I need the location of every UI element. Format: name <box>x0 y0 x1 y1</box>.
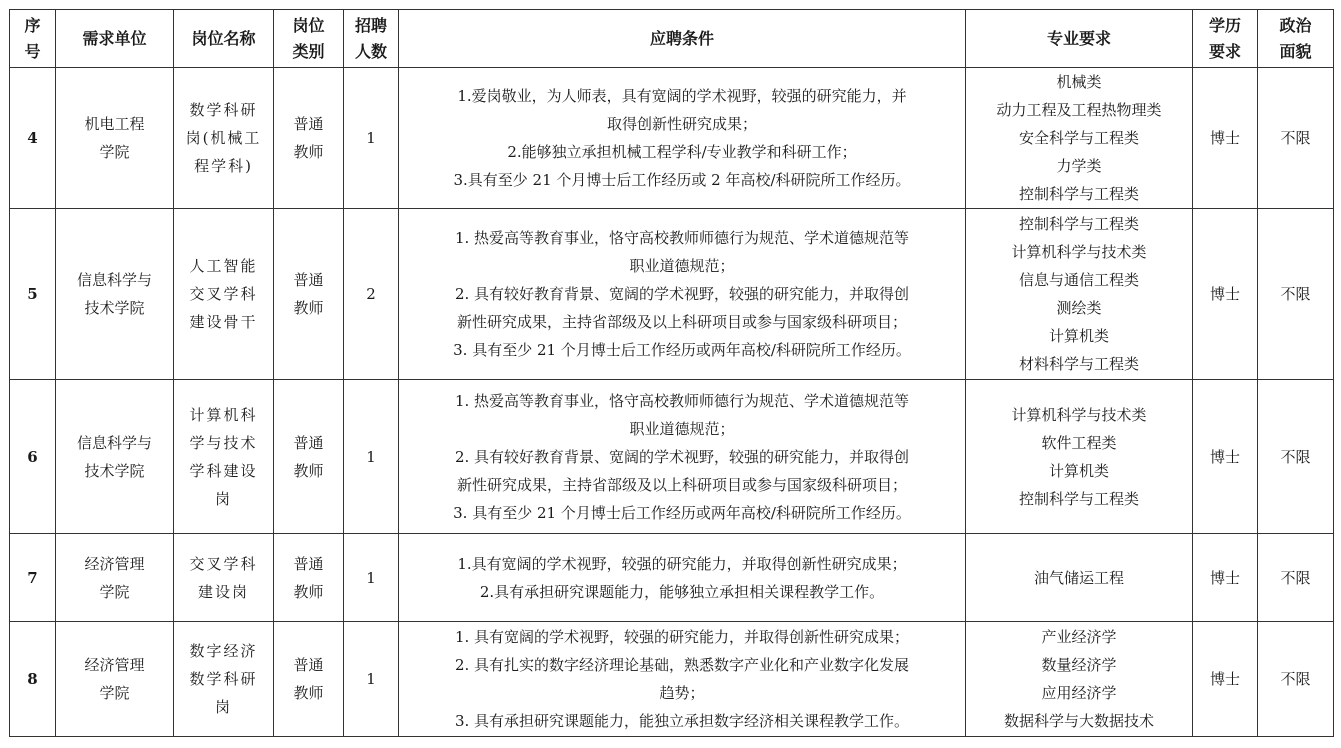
cell-seq: 5 <box>10 209 56 380</box>
position-line: 人工智能 <box>189 257 258 275</box>
major-line: 计算机类 <box>1048 461 1109 480</box>
cell-unit <box>56 209 174 380</box>
cell-count: 1 <box>344 68 399 209</box>
category-line: 普通 <box>293 433 324 452</box>
unit-line: 经济管理 <box>84 656 145 674</box>
recruitment-table <box>9 9 1334 737</box>
cell-major <box>966 68 1193 209</box>
condition-line: 1.爱岗敬业，为人师表，具有宽阔的学术视野，较强的研究能力，并 <box>457 87 907 105</box>
condition-line: 新性研究成果，主持省部级及以上科研项目或参与国家级科研项目； <box>456 313 907 331</box>
cell-unit <box>56 68 174 209</box>
unit-line: 技术学院 <box>84 299 145 317</box>
cell-conditions <box>399 534 966 622</box>
major-line: 材料科学与工程类 <box>1018 355 1139 373</box>
cell-category <box>274 622 344 737</box>
header-count: 招聘 人数 <box>344 10 399 68</box>
position-line: 数学科研 <box>189 670 258 688</box>
major-line: 力学类 <box>1056 157 1102 175</box>
position-line: 交叉学科 <box>189 285 258 303</box>
position-line: 计算机科 <box>189 405 258 424</box>
position-line: 岗 <box>214 698 232 716</box>
cell-count: 1 <box>344 380 399 534</box>
position-line: 交叉学科 <box>189 554 258 573</box>
condition-line: 2. 具有较好教育背景、宽阔的学术视野，较强的研究能力，并取得创 <box>454 285 910 303</box>
header-position: 岗位名称 <box>174 10 274 68</box>
unit-line: 学院 <box>99 684 130 702</box>
major-line: 计算机科学与技术类 <box>1011 243 1147 261</box>
cell-seq: 7 <box>10 534 56 622</box>
cell-conditions <box>399 68 966 209</box>
major-line: 产业经济学 <box>1041 628 1117 646</box>
table-row <box>10 534 1334 622</box>
major-line: 控制科学与工程类 <box>1018 489 1139 508</box>
major-line: 动力工程及工程热物理类 <box>996 101 1162 119</box>
cell-education: 博士 <box>1193 209 1258 380</box>
position-line: 建设岗 <box>197 582 249 601</box>
condition-line: 职业道德规范； <box>629 257 735 275</box>
cell-major <box>966 209 1193 380</box>
unit-line: 学院 <box>99 143 130 161</box>
category-line: 教师 <box>293 582 324 601</box>
condition-line: 1. 热爱高等教育事业，恪守高校教师师德行为规范、学术道德规范等 <box>454 391 910 410</box>
position-line: 建设骨干 <box>189 313 258 331</box>
category-line: 普通 <box>293 271 324 289</box>
cell-conditions <box>399 209 966 380</box>
condition-line: 取得创新性研究成果； <box>606 115 757 133</box>
cell-political: 不限 <box>1258 68 1334 209</box>
cell-position <box>174 622 274 737</box>
condition-line: 职业道德规范； <box>629 419 735 438</box>
category-line: 普通 <box>293 115 324 133</box>
unit-line: 信息科学与 <box>76 433 152 452</box>
unit-line: 经济管理 <box>84 554 145 573</box>
cell-major <box>966 380 1193 534</box>
cell-category <box>274 209 344 380</box>
header-education: 学历 要求 <box>1193 10 1258 68</box>
cell-count: 2 <box>344 209 399 380</box>
table-row <box>10 68 1334 209</box>
major-line: 软件工程类 <box>1041 433 1117 452</box>
cell-political: 不限 <box>1258 209 1334 380</box>
header-unit: 需求单位 <box>56 10 174 68</box>
cell-seq: 4 <box>10 68 56 209</box>
table-row <box>10 622 1334 737</box>
cell-political: 不限 <box>1258 380 1334 534</box>
major-line: 控制科学与工程类 <box>1018 185 1139 203</box>
cell-education: 博士 <box>1193 622 1258 737</box>
cell-unit <box>56 622 174 737</box>
header-conditions: 应聘条件 <box>399 10 966 68</box>
major-line: 安全科学与工程类 <box>1018 129 1139 147</box>
condition-line: 3.具有至少 21 个月博士后工作经历或 2 年高校/科研院所工作经历。 <box>453 171 911 189</box>
condition-line: 2.具有承担研究课题能力，能够独立承担相关课程教学工作。 <box>479 582 885 601</box>
table-row <box>10 380 1334 534</box>
cell-major <box>966 622 1193 737</box>
category-line: 教师 <box>293 461 324 480</box>
condition-line: 1.具有宽阔的学术视野，较强的研究能力，并取得创新性研究成果； <box>457 554 907 573</box>
cell-education: 博士 <box>1193 534 1258 622</box>
position-line: 岗(机械工 <box>185 129 262 147</box>
cell-category <box>274 534 344 622</box>
cell-count: 1 <box>344 534 399 622</box>
cell-political: 不限 <box>1258 622 1334 737</box>
cell-education: 博士 <box>1193 380 1258 534</box>
header-major: 专业要求 <box>966 10 1193 68</box>
cell-position <box>174 68 274 209</box>
condition-line: 2. 具有较好教育背景、宽阔的学术视野，较强的研究能力，并取得创 <box>454 447 910 466</box>
unit-line: 技术学院 <box>84 461 145 480</box>
condition-line: 1. 具有宽阔的学术视野，较强的研究能力，并取得创新性研究成果； <box>454 628 910 646</box>
header-category: 岗位 类别 <box>274 10 344 68</box>
major-line: 机械类 <box>1056 73 1102 91</box>
category-line: 普通 <box>293 656 324 674</box>
cell-education: 博士 <box>1193 68 1258 209</box>
cell-position <box>174 380 274 534</box>
condition-line: 3. 具有至少 21 个月博士后工作经历或两年高校/科研院所工作经历。 <box>453 503 911 522</box>
condition-line: 趋势； <box>659 684 705 702</box>
condition-line: 3. 具有承担研究课题能力，能独立承担数字经济相关课程教学工作。 <box>454 712 910 730</box>
major-line: 计算机科学与技术类 <box>1011 405 1147 424</box>
condition-line: 新性研究成果，主持省部级及以上科研项目或参与国家级科研项目； <box>456 475 907 494</box>
cell-political: 不限 <box>1258 534 1334 622</box>
header-seq: 序 号 <box>10 10 56 68</box>
category-line: 普通 <box>293 554 324 573</box>
position-line: 数字经济 <box>189 642 258 660</box>
unit-line: 信息科学与 <box>76 271 152 289</box>
position-line: 学科建设 <box>189 461 258 480</box>
unit-line: 机电工程 <box>84 115 145 133</box>
condition-line: 2. 具有扎实的数字经济理论基础，熟悉数字产业化和产业数字化发展 <box>454 656 910 674</box>
major-line: 测绘类 <box>1056 299 1102 317</box>
major-line: 数据科学与大数据技术 <box>1003 712 1154 730</box>
major-line: 数量经济学 <box>1041 656 1117 674</box>
major-line: 计算机类 <box>1048 327 1109 345</box>
position-line: 程学科) <box>194 157 253 175</box>
condition-line: 3. 具有至少 21 个月博士后工作经历或两年高校/科研院所工作经历。 <box>453 341 911 359</box>
unit-line: 学院 <box>99 582 130 601</box>
category-line: 教师 <box>293 299 324 317</box>
cell-conditions <box>399 380 966 534</box>
header-political: 政治 面貌 <box>1258 10 1334 68</box>
category-line: 教师 <box>293 143 324 161</box>
table-row <box>10 209 1334 380</box>
category-line: 教师 <box>293 684 324 702</box>
position-line: 学与技术 <box>189 433 258 452</box>
major-line: 控制科学与工程类 <box>1018 215 1139 233</box>
cell-category <box>274 68 344 209</box>
cell-seq: 8 <box>10 622 56 737</box>
cell-count: 1 <box>344 622 399 737</box>
position-line: 岗 <box>214 489 232 508</box>
major-line: 应用经济学 <box>1041 684 1117 702</box>
condition-line: 2.能够独立承担机械工程学科/专业教学和科研工作； <box>507 143 857 161</box>
cell-unit <box>56 534 174 622</box>
cell-position <box>174 209 274 380</box>
major-line: 油气储运工程 <box>1033 568 1124 587</box>
cell-unit <box>56 380 174 534</box>
major-line: 信息与通信工程类 <box>1018 271 1139 289</box>
table-header-row <box>10 10 1334 68</box>
cell-major <box>966 534 1193 622</box>
cell-category <box>274 380 344 534</box>
cell-conditions <box>399 622 966 737</box>
cell-seq: 6 <box>10 380 56 534</box>
position-line: 数学科研 <box>189 101 258 119</box>
cell-position <box>174 534 274 622</box>
condition-line: 1. 热爱高等教育事业，恪守高校教师师德行为规范、学术道德规范等 <box>454 229 910 247</box>
